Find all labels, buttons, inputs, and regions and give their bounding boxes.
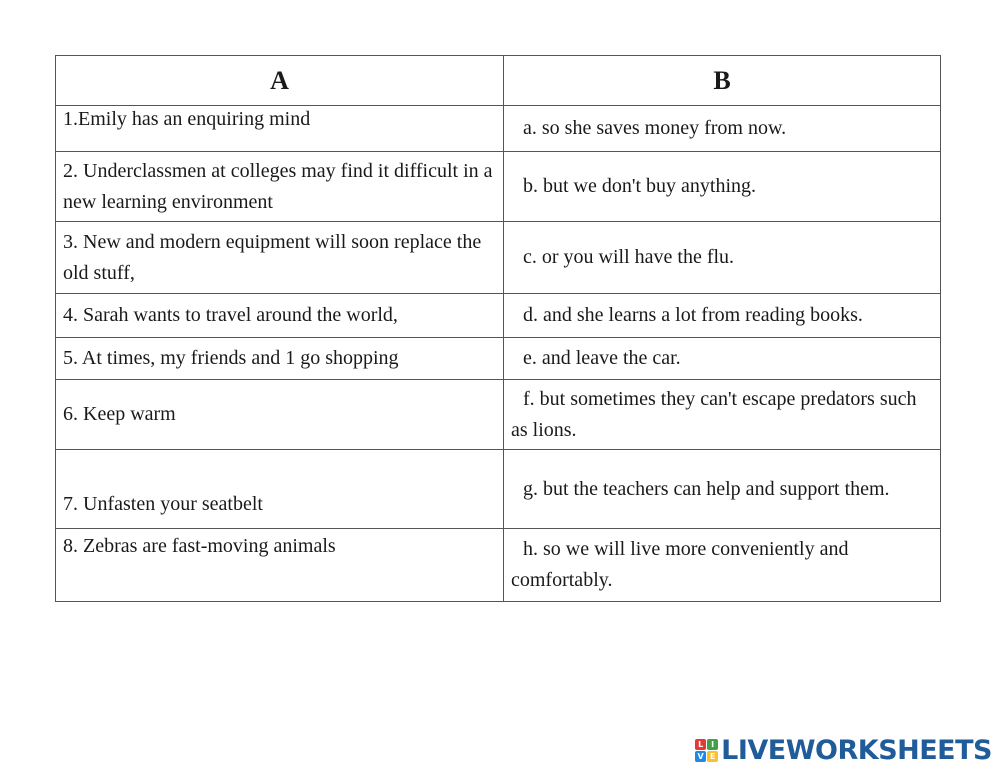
logo-tile: V bbox=[695, 751, 706, 762]
column-b-text: e. and leave the car. bbox=[523, 347, 681, 369]
column-b-cell bbox=[504, 106, 941, 152]
table-row bbox=[56, 222, 941, 294]
table-row bbox=[56, 338, 941, 380]
column-a-cell: 8. Zebras are fast-moving animals bbox=[56, 529, 504, 602]
column-a-cell: 7. Unfasten your seatbelt bbox=[56, 450, 504, 529]
liveworksheets-wordmark: LIVEWORKSHEETS bbox=[721, 735, 992, 766]
table-row bbox=[56, 152, 941, 222]
table-header-row bbox=[56, 56, 941, 106]
table-row bbox=[56, 380, 941, 450]
logo-tile: I bbox=[707, 739, 718, 750]
column-b-text: a. so she saves money from now. bbox=[523, 117, 787, 139]
logo-tile: E bbox=[707, 751, 718, 762]
column-b-cell bbox=[504, 380, 941, 450]
column-b-cell bbox=[504, 222, 941, 294]
column-b-cell bbox=[504, 294, 941, 338]
column-header-a: A bbox=[56, 56, 504, 106]
column-b-text: d. and she learns a lot from reading books. bbox=[523, 304, 863, 326]
table-row bbox=[56, 294, 941, 338]
column-a-cell: 6. Keep warm bbox=[56, 380, 504, 450]
column-a-cell: 1.Emily has an enquiring mind bbox=[56, 106, 504, 152]
column-b-cell bbox=[504, 450, 941, 529]
table-row bbox=[56, 450, 941, 529]
liveworksheets-logo-icon bbox=[695, 739, 718, 762]
liveworksheets-brand bbox=[695, 735, 992, 766]
column-a-cell: 3. New and modern equipment will soon replace the old stuff, bbox=[56, 222, 504, 294]
column-b-cell bbox=[504, 152, 941, 222]
column-b-text: h. so we will live more conveniently and comfortably. bbox=[511, 538, 849, 591]
column-b-text: b. but we don't buy anything. bbox=[523, 175, 757, 197]
table-row bbox=[56, 106, 941, 152]
column-a-cell: 4. Sarah wants to travel around the world, bbox=[56, 294, 504, 338]
column-a-cell: 2. Underclassmen at colleges may find it difficult in a new learning environment bbox=[56, 152, 504, 222]
column-a-cell: 5. At times, my friends and 1 go shopping bbox=[56, 338, 504, 380]
table-row bbox=[56, 529, 941, 602]
column-b-text: g. but the teachers can help and support them. bbox=[523, 477, 890, 500]
matching-table bbox=[55, 55, 941, 602]
column-b-cell bbox=[504, 529, 941, 602]
column-header-b: B bbox=[504, 56, 941, 106]
logo-tile: L bbox=[695, 739, 706, 750]
column-b-cell bbox=[504, 338, 941, 380]
column-b-text: f. but sometimes they can't escape predators such as lions. bbox=[511, 387, 917, 441]
column-b-text: c. or you will have the flu. bbox=[523, 246, 735, 268]
